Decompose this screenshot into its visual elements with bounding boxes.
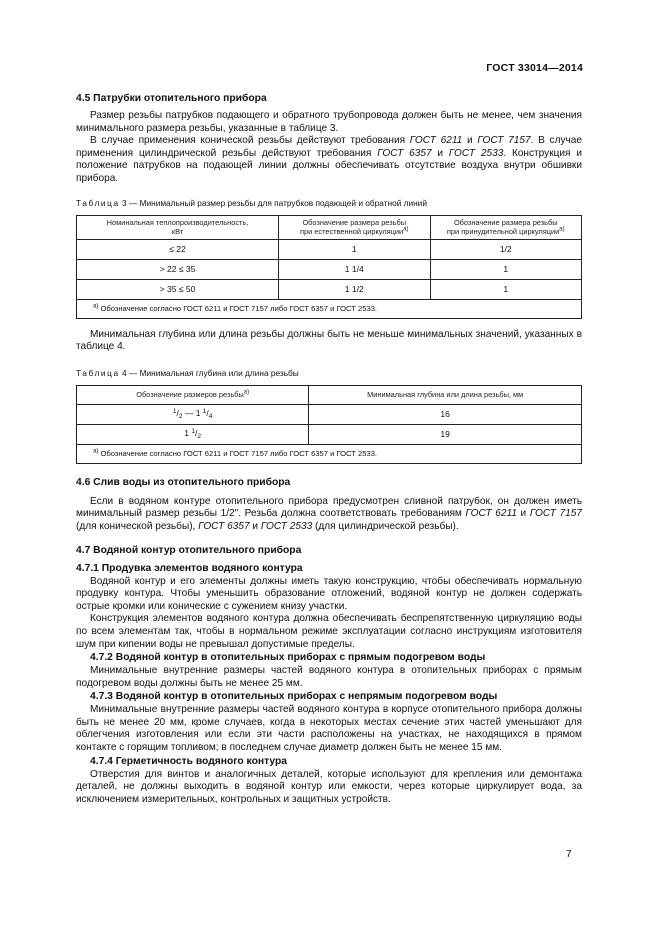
section-4-7-4-title: 4.7.4 Герметичность водяного контура <box>90 755 287 767</box>
table-header-row <box>77 215 582 239</box>
table-row <box>77 259 582 279</box>
table-cell: $^1/_2$ — 1 $^1/_4$ <box>77 404 309 424</box>
table-footnote-row <box>77 299 582 318</box>
section-4-5-title: 4.5 Патрубки отопительного прибора <box>76 93 267 104</box>
table-3-caption: Таблица 3 — Минимальный размер резьбы для патрубков подающей и обратной линий <box>76 197 427 208</box>
section-4-7-2-para: Минимальные внутренние размеры частей водяного контура в отопительных приборах с прямым подогревом воды должны быть не менее 25 мм. <box>76 665 582 689</box>
table-3-col-power: Номинальная теплопроизводительность, кВт <box>77 215 279 239</box>
section-4-7-4-para: Отверстия для винтов и аналогичных деталей, которые используют для крепления или демонтажа деталей, не должны выходить в водяной контур или емкости, через которые циркулирует вода, за исключением измерительных, контрольных и защитных устройств. <box>76 768 582 805</box>
section-4-6-title: 4.6 Слив воды из отопительного прибора <box>76 476 291 488</box>
table-3-col-natural: Обозначение размера резьбы при естественной циркуляции$^{a)}$ <box>279 215 431 239</box>
table-cell: 1 1/4 <box>279 259 431 279</box>
table-row <box>77 424 582 444</box>
section-4-7-3-para: Минимальные внутренние размеры частей водяного контура в корпусе отопительного прибора должны быть не менее 20 мм, кроме случаев, когда в некоторых местах сечение этих частей уменьшают для облегчения изготовления или если эти части расположены на участках, не находящихся в прямом контакте с горящим топливом; в последнем случае диаметр должен быть не менее 15 мм. <box>76 704 582 754</box>
document-header-id: ГОСТ 33014—2014 <box>486 62 583 74</box>
table-cell: 16 <box>309 404 582 424</box>
table-4-col-depth: Минимальная глубина или длина резьбы, мм <box>309 385 582 404</box>
table-row <box>77 239 582 259</box>
page-number: 7 <box>566 849 572 860</box>
section-4-7-3-title: 4.7.3 Водяной контур в отопительных приборах с непрямым подогревом воды <box>90 691 498 703</box>
section-4-5-para-1: Размер резьбы патрубков подающего и обратного трубопровода должен быть не менее, чем значения минимального размера резьбы, указанные в таблице 3. <box>76 110 582 134</box>
section-4-7-1-title: 4.7.1 Продувка элементов водяного контура <box>76 562 303 574</box>
section-4-7-1-para-2: Конструкция элементов водяного контура должна обеспечивать беспрепятственную циркуляцию воды по всем элементам так, чтобы в нормальном режиме эксплуатации согласно инструкциям изготовителя шум при кипении воды не превышал допустимые пределы. <box>76 613 582 650</box>
table-footnote-row <box>77 444 582 463</box>
mid-paragraph: Минимальная глубина или длина резьбы должны быть не меньше минимальных значений, указанных в таблице 4. <box>76 328 582 353</box>
table-4-caption: Таблица 4 — Минимальная глубина или длина резьбы <box>76 367 299 378</box>
table-4-footnote: $^{a)}$ Обозначение согласно ГОСТ 6211 и ГОСТ 7157 либо ГОСТ 6357 и ГОСТ 2533. <box>77 444 582 463</box>
table-3 <box>76 215 582 319</box>
table-cell: ≤ 22 <box>77 239 279 259</box>
table-3-col-forced: Обозначение размера резьбы при принудительной циркуляции$^{a)}$ <box>430 215 582 239</box>
table-3-footnote: $^{a)}$ Обозначение согласно ГОСТ 6211 и ГОСТ 7157 либо ГОСТ 6357 и ГОСТ 2533. <box>77 299 582 318</box>
section-4-7-2-title: 4.7.2 Водяной контур в отопительных приборах с прямым подогревом воды <box>90 652 486 664</box>
table-cell: 1 <box>430 259 582 279</box>
table-4 <box>76 385 582 464</box>
section-4-7-title: 4.7 Водяной контур отопительного прибора <box>76 544 302 556</box>
table-cell: 1 <box>279 239 431 259</box>
section-4-6-para: Если в водяном контуре отопительного прибора предусмотрен сливной патрубок, он должен иметь минимальный размер резьбы 1/2". Резьба должна соответствовать требованиям ГОСТ 6211 и ГОСТ 7157 (для конической резьбы), ГОСТ 6357 и ГОСТ 2533 (для цилиндрической резьбы). <box>76 495 583 532</box>
section-4-7-1-para-1: Водяной контур и его элементы должны иметь такую конструкцию, чтобы обеспечивать нормальную продувку контура. Чтобы уменьшить образование отложений, водяной контур не должен содержать острые кромки или конические с сужением книзу участки. <box>76 575 582 612</box>
section-4-5-para-2: В случае применения конической резьбы действуют требования ГОСТ 6211 и ГОСТ 7157. В случае применения цилиндрической резьбы действуют требования ГОСТ 6357 и ГОСТ 2533. Конструкция и положение патрубков на подающей линии должны обеспечивать отсутствие воздуха внутри обшивки прибора. <box>76 135 582 184</box>
table-row <box>77 279 582 299</box>
table-cell: 1/2 <box>430 239 582 259</box>
table-row <box>77 404 582 424</box>
table-cell: > 35 ≤ 50 <box>77 279 279 299</box>
table-cell: 1 $^1/_2$ <box>77 424 309 444</box>
table-cell: 19 <box>309 424 582 444</box>
table-cell: > 22 ≤ 35 <box>77 259 279 279</box>
page-content <box>76 92 582 806</box>
table-4-col-size: Обозначение размеров резьбы$^{a)}$ <box>77 385 309 404</box>
table-header-row <box>77 385 582 404</box>
table-cell: 1 1/2 <box>279 279 431 299</box>
table-cell: 1 <box>430 279 582 299</box>
